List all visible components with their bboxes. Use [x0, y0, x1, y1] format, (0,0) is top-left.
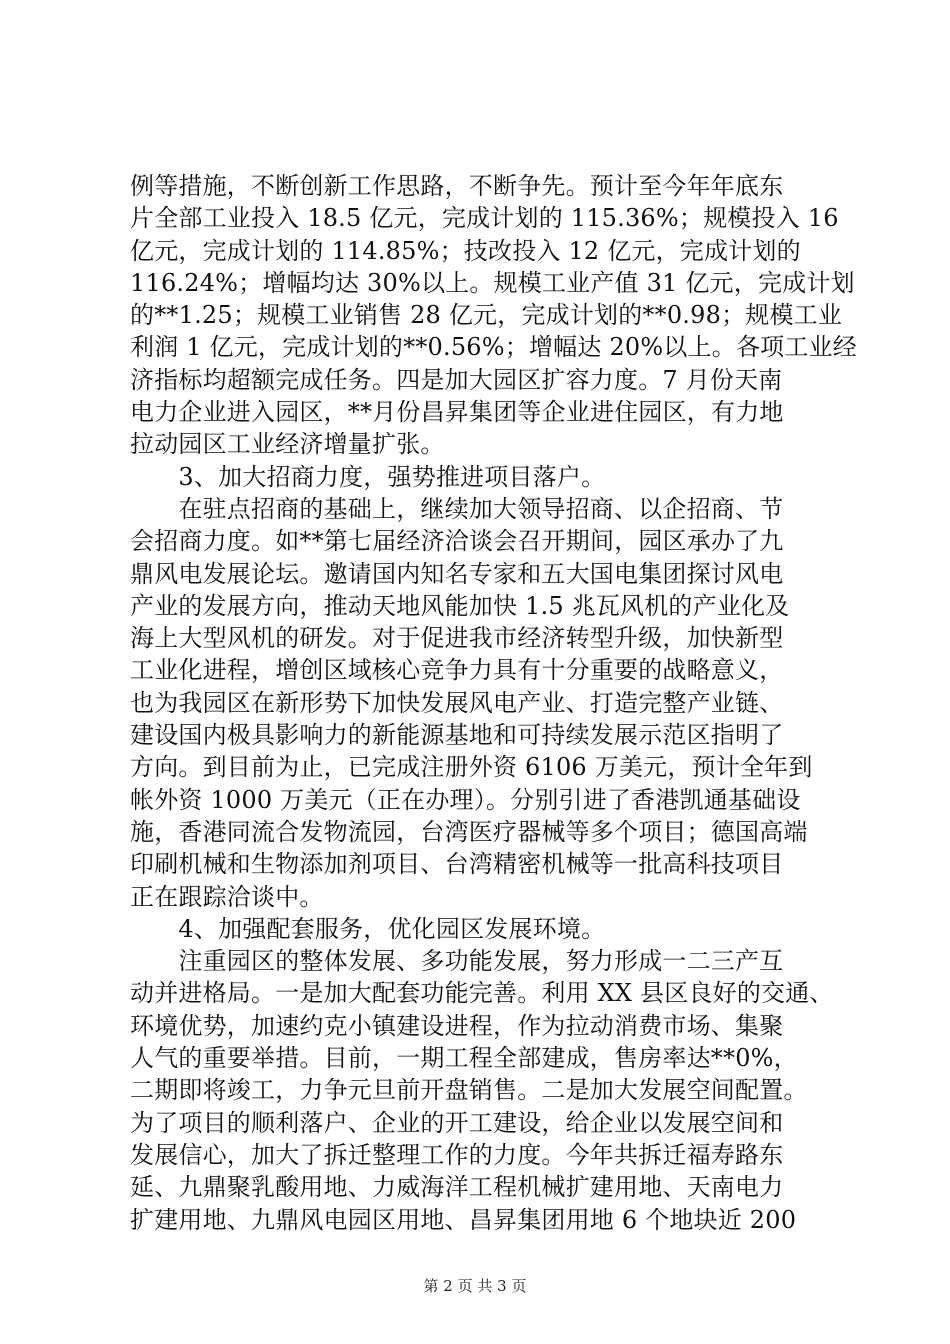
text-line: 动并进格局。一是加大配套功能完善。利用 XX 县区良好的交通、: [130, 979, 834, 1008]
text-line: 例等措施，不断创新工作思路，不断争先。预计至今年年底东: [130, 172, 784, 200]
text-line: 产业的发展方向，推动天地风能加快 1.5 兆瓦风机的产业化及: [130, 591, 790, 620]
text-line: 116.24%；增幅均达 30%以上。规模工业产值 31 亿元，完成计划: [130, 268, 855, 297]
text-line: 的**1.25；规模工业销售 28 亿元，完成计划的**0.98；规模工业: [130, 301, 843, 330]
text-line: 建设国内极具影响力的新能源基地和可持续发展示范区指明了: [130, 721, 784, 750]
page-footer: 第 2 页 共 3 页: [423, 1277, 527, 1295]
text-line: 4、加强配套服务，优化园区发展环境。: [130, 914, 606, 943]
text-line: 济指标均超额完成任务。四是加大园区扩容力度。7 月份天南: [130, 365, 783, 394]
text-line: 也为我园区在新形势下加快发展风电产业、打造完整产业链、: [130, 688, 784, 717]
text-line: 发展信心，加大了拆迁整理工作的力度。今年共拆迁福寿路东: [130, 1140, 784, 1169]
text-line: 亿元，完成计划的 114.85%；技改投入 12 亿元，完成计划的: [130, 236, 801, 265]
text-line: 施，香港同流合发物流园，台湾医疗器械等多个项目；德国高端: [130, 817, 808, 846]
text-line: 正在跟踪洽谈中。: [130, 882, 324, 911]
text-line: 鼎风电发展论坛。邀请国内知名专家和五大国电集团探讨风电: [130, 559, 784, 588]
body-text: [130, 170, 857, 1236]
text-line: 注重园区的整体发展、多功能发展，努力形成一二三产互: [130, 947, 784, 976]
text-line: 二期即将竣工，力争元旦前开盘销售。二是加大发展空间配置。: [130, 1076, 808, 1105]
text-line: 会招商力度。如**第七届经济洽谈会召开期间，园区承办了九: [130, 527, 784, 556]
text-line: 人气的重要举措。目前，一期工程全部建成，售房率达**0%，: [130, 1044, 798, 1073]
text-line: 在驻点招商的基础上，继续加大领导招商、以企招商、节: [130, 494, 784, 523]
text-line: 帐外资 1000 万美元（正在办理）。分别引进了香港凯通基础设: [130, 785, 801, 814]
text-line: 环境优势，加速约克小镇建设进程，作为拉动消费市场、集聚: [130, 1011, 784, 1040]
text-line: 海上大型风机的研发。对于促进我市经济转型升级，加快新型: [130, 624, 784, 653]
text-line: 印刷机械和生物添加剂项目、台湾精密机械等一批高科技项目: [130, 850, 784, 879]
text-line: 方向。到目前为止，已完成注册外资 6106 万美元，预计全年到: [130, 753, 813, 782]
text-line: 利润 1 亿元，完成计划的**0.56%；增幅达 20%以上。各项工业经: [130, 333, 857, 362]
text-line: 片全部工业投入 18.5 亿元，完成计划的 115.36%；规模投入 16: [130, 204, 839, 233]
text-line: 延、九鼎聚乳酸用地、力威海洋工程机械扩建用地、天南电力: [130, 1173, 784, 1202]
text-line: 为了项目的顺利落户、企业的开工建设，给企业以发展空间和: [130, 1108, 784, 1137]
text-line: 扩建用地、九鼎风电园区用地、昌昇集团用地 6 个地块近 200: [130, 1205, 797, 1234]
text-line: 电力企业进入园区，**月份昌昇集团等企业进住园区，有力地: [130, 398, 784, 427]
text-line: 3、加大招商力度，强势推进项目落户。: [130, 462, 606, 491]
text-line: 工业化进程，增创区域核心竞争力具有十分重要的战略意义，: [130, 656, 784, 685]
text-line: 拉动园区工业经济增量扩张。: [130, 430, 445, 459]
